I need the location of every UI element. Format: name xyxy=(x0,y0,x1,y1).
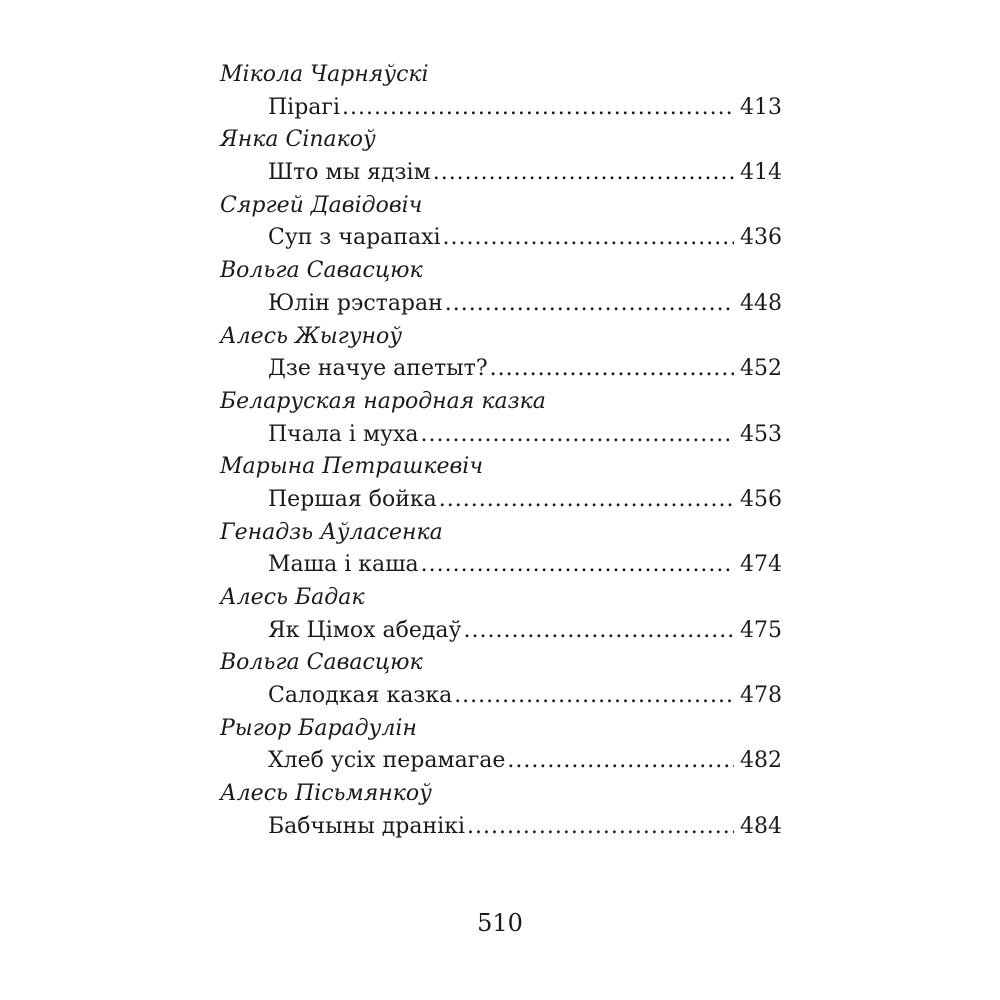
toc-entry xyxy=(220,614,782,647)
toc-entry-title: Пчала і муха xyxy=(268,421,419,447)
toc-entry xyxy=(220,744,782,777)
toc-entry-page: 482 xyxy=(740,748,782,774)
table-of-contents xyxy=(220,58,782,843)
toc-author: Алесь Бадак xyxy=(220,585,365,610)
toc-entry-title: Маша і каша xyxy=(268,552,419,578)
toc-author: Вольга Савасцюк xyxy=(220,258,423,284)
toc-entry xyxy=(220,91,782,124)
toc-entry-page: 456 xyxy=(740,486,782,512)
toc-entry xyxy=(220,483,782,516)
toc-entry-page: 484 xyxy=(740,813,782,839)
toc-entry-title: Хлеб усіх перамагае xyxy=(268,748,506,774)
page-number: 510 xyxy=(477,909,523,937)
dot-leader xyxy=(467,810,734,843)
toc-entry-title: Як Цімох абедаў xyxy=(268,617,462,643)
toc-entry-page: 448 xyxy=(740,290,782,316)
toc-author: Генадзь Аўласенка xyxy=(220,519,443,545)
toc-entry xyxy=(220,679,782,712)
toc-entry-page: 478 xyxy=(740,683,782,709)
toc-entry-title: Першая бойка xyxy=(268,486,437,512)
toc-entry xyxy=(220,221,782,254)
toc-entry-page: 436 xyxy=(740,225,782,251)
toc-entry-page: 453 xyxy=(740,421,782,447)
dot-leader xyxy=(454,679,734,712)
dot-leader xyxy=(342,91,734,124)
dot-leader xyxy=(490,352,734,385)
toc-author: Сяргей Давідовіч xyxy=(220,192,423,218)
toc-entry-page: 474 xyxy=(740,552,782,578)
toc-entry-title: Юлін рэстаран xyxy=(268,290,443,316)
dot-leader xyxy=(507,744,734,777)
toc-entry-title: Суп з чарапахі xyxy=(268,225,441,251)
toc-entry-title: Салодкая казка xyxy=(268,683,453,709)
toc-entry-page: 413 xyxy=(740,94,782,120)
toc-entry-page: 475 xyxy=(740,617,782,643)
toc-author: Янка Сіпакоў xyxy=(220,127,376,153)
toc-entry-title: Дзе начуе апетыт? xyxy=(268,356,488,382)
toc-author: Беларуская народная казка xyxy=(220,388,546,414)
toc-author: Алесь Жыгуноў xyxy=(220,323,402,349)
toc-entry xyxy=(220,287,782,320)
toc-entry-page: 452 xyxy=(740,356,782,382)
toc-author: Марына Петрашкевіч xyxy=(220,454,484,480)
toc-author: Рыгор Барадулін xyxy=(220,715,417,741)
toc-author: Вольга Савасцюк xyxy=(220,650,423,676)
toc-entry xyxy=(220,810,782,843)
dot-leader xyxy=(421,548,734,581)
dot-leader xyxy=(445,287,734,320)
dot-leader xyxy=(421,418,734,451)
toc-entry-title: Што мы ядзім xyxy=(268,160,431,186)
toc-author: Мікола Чарняўскі xyxy=(220,62,429,87)
toc-entry xyxy=(220,548,782,581)
dot-leader xyxy=(463,614,734,647)
dot-leader xyxy=(439,483,734,516)
toc-entry xyxy=(220,352,782,385)
toc-entry-page: 414 xyxy=(740,160,782,186)
toc-author: Алесь Пісьмянкоў xyxy=(220,781,432,807)
dot-leader xyxy=(433,156,734,189)
dot-leader xyxy=(443,221,734,254)
toc-entry xyxy=(220,418,782,451)
toc-entry-title: Пірагі xyxy=(268,94,340,120)
toc-entry-title: Бабчыны дранікі xyxy=(268,813,465,839)
toc-entry xyxy=(220,156,782,189)
